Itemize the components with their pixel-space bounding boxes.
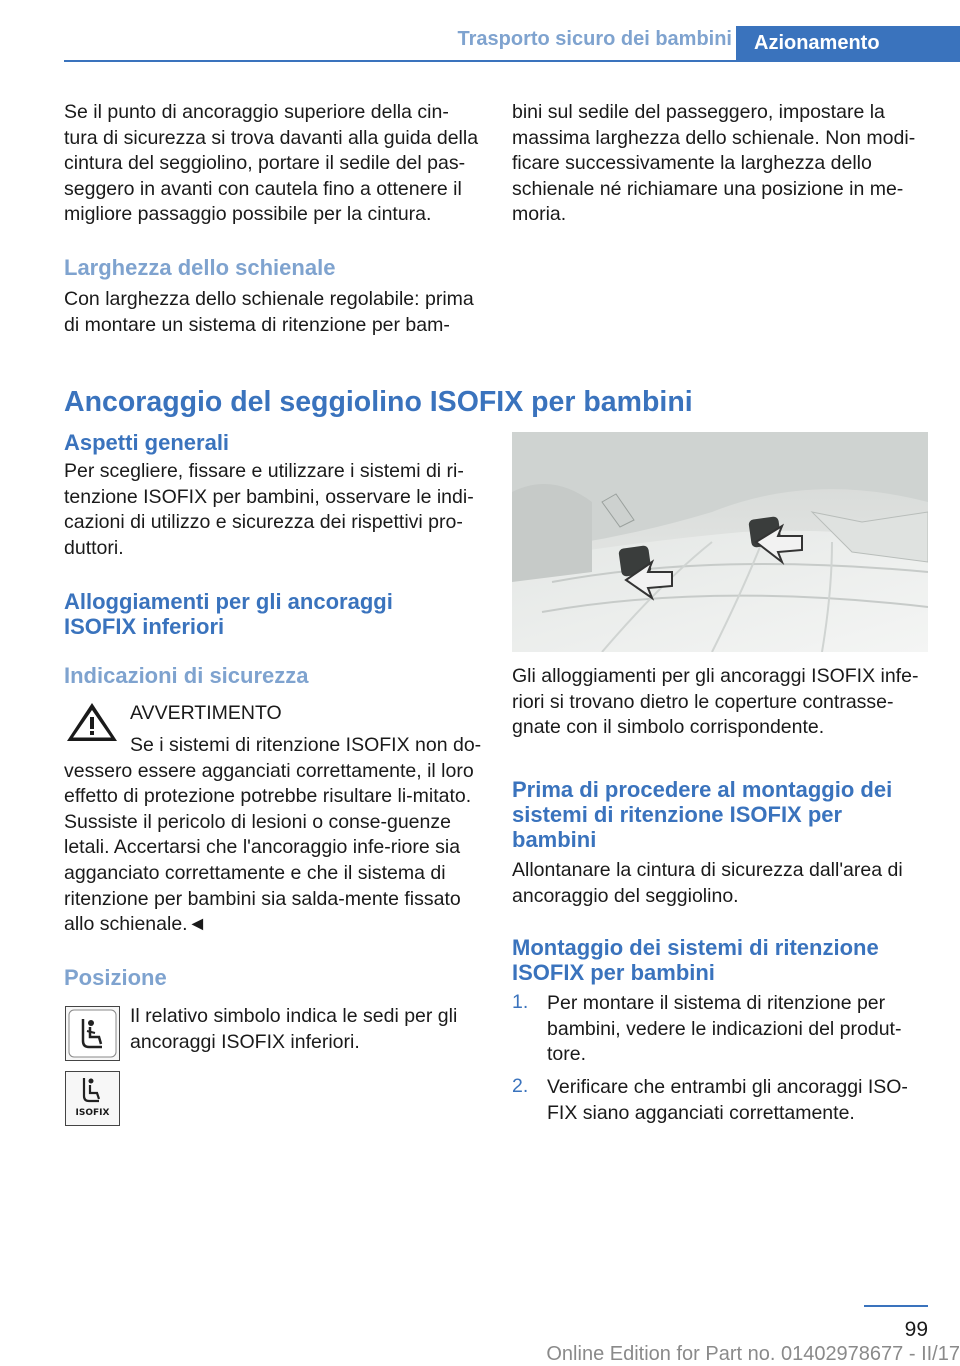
step-text: Per montare il sistema di ritenzione per bambini, vedere le indicazioni del produt-tore. [547,992,902,1066]
section-title: Trasporto sicuro dei bambini [457,28,732,50]
warning-title: AVVERTIMENTO [130,702,282,724]
child-seat-icon [65,1006,120,1061]
before-mounting-paragraph: Allontanare la cintura di sicurezza dall'area di ancoraggio del seggiolino. [512,859,903,907]
edition-footer: Online Edition for Part no. 01402978677 - II/17 [546,1343,960,1365]
lower-anchor-heading: Alloggiamenti per gli ancoraggi ISOFIX inferiori [64,589,393,639]
position-text: Il relativo simbolo indica le sedi per gli ancoraggi ISOFIX inferiori. [130,1005,458,1053]
page-number: 99 [904,1318,928,1341]
backrest-heading: Larghezza dello schienale [64,255,336,280]
isofix-symbol-icon [65,1071,120,1126]
isofix-anchor-photo [512,432,928,652]
isofix-main-heading: Ancoraggio del seggiolino ISOFIX per bambini [64,386,693,418]
mounting-heading: Montaggio dei sistemi di ritenzione ISOFIX per bambini [512,935,879,985]
step-text: Verificare che entrambi gli ancoraggi ISO-FIX siano agganciati correttamente. [547,1076,908,1124]
before-mounting-heading: Prima di procedere al montaggio dei sistemi di ritenzione ISOFIX per bambini [512,777,893,852]
step-number: 2. [512,1075,529,1097]
intro-right-paragraph: bini sul sedile del passeggero, impostare la massima larghezza dello schienale. Non modi-ficare successivamente la larghezza dello schienale né richiamare una posizione in me-moria. [512,101,916,226]
chapter-tab: Azionamento [736,26,960,62]
general-paragraph: Per scegliere, fissare e utilizzare i sistemi di ri-tenzione ISOFIX per bambini, osservare le indi-cazioni di utilizzo e sicurezza dei rispettivi pro-duttori. [64,460,474,559]
safety-heading: Indicazioni di sicurezza [64,663,309,688]
position-heading: Posizione [64,965,167,990]
footer-rule [864,1305,928,1307]
page-header [64,26,960,62]
warning-text: Se i sistemi di ritenzione ISOFIX non do-vessero essere agganciati correttamente, il loro effetto di protezione potrebbe risultare li-mitato. Sussiste il pericolo di lesioni o conse-guenze letali. Accertarsi che l'ancoraggio infe-riore sia agganciato correttamente e che il sistema di ritenzione per bambini sia salda-mente fissato allo schienale.◄ [64,734,482,936]
intro-left-paragraph: Se il punto di ancoraggio superiore della cin-tura di sicurezza si trova davanti alla guida della cintura del seggiolino, portare il sedile del pas-seggero in avanti con cautela fino a ottenere il migliore passaggio possibile per la cintura. [64,101,479,226]
photo-caption: Gli alloggiamenti per gli ancoraggi ISOFIX infe-riori si trovano dietro le coperture contrasse-gnate con il simbolo corrispondente. [512,665,919,739]
general-heading: Aspetti generali [64,430,230,455]
backrest-paragraph: Con larghezza dello schienale regolabile: prima di montare un sistema di ritenzione per bam- [64,288,474,336]
header-rule [64,60,736,62]
step-number: 1. [512,991,529,1013]
isofix-symbol-label: ISOFIX [75,1108,110,1118]
